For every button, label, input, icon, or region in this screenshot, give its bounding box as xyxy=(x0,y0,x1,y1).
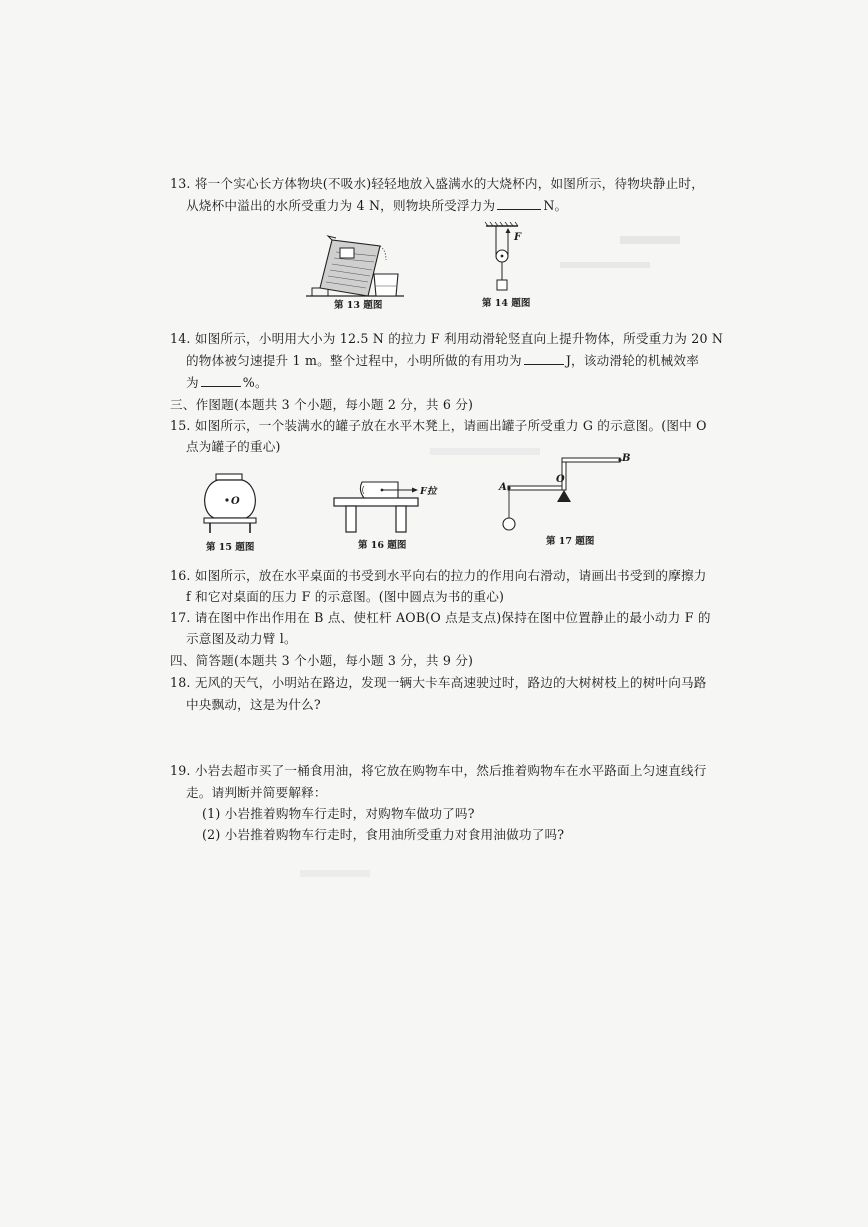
q19-sub-2: (2) 小岩推着购物车行走时，食用油所受重力对食用油做功了吗? xyxy=(202,827,565,842)
bleed-through-mark xyxy=(300,870,370,877)
q13-text: 从烧杯中溢出的水所受重力为 4 N，则物块所受浮力为 xyxy=(186,198,496,213)
q14-text-c: 为 xyxy=(186,375,199,390)
figure-15-caption: 第 15 题图 xyxy=(206,542,255,553)
q13-line-2 xyxy=(186,197,567,214)
figure-13-overflow-beaker xyxy=(306,232,406,298)
q14-line-1: 14. 如图所示，小明用大小为 12.5 N 的拉力 F 利用动滑轮竖直向上提升物体，所受重力为 20 N xyxy=(170,331,724,346)
q14-line-3 xyxy=(186,374,268,391)
q13-line-1: 13. 将一个实心长方体物块(不吸水)轻轻地放入盛满水的大烧杯内，如图所示，待物块静止时， xyxy=(170,176,705,191)
figure-16-caption: 第 16 题图 xyxy=(358,540,407,551)
q14-text-b: J，该动滑轮的机械效率 xyxy=(565,353,699,368)
bleed-through-mark xyxy=(560,262,650,268)
q19-line-2: 走。请判断并简要解释： xyxy=(186,785,327,800)
q18-line-1: 18. 无风的天气，小明站在路边，发现一辆大卡车高速驶过时，路边的大树树枝上的树叶向马路 xyxy=(170,675,707,690)
bleed-through-mark xyxy=(620,236,680,244)
figure-17-label-o: O xyxy=(556,474,565,485)
figure-17-label-b: B xyxy=(622,453,631,464)
figure-14-force-label: F xyxy=(514,232,522,243)
q14-text-a: 的物体被匀速提升 1 m。整个过程中，小明所做的有用功为 xyxy=(186,353,522,368)
q16-line-1: 16. 如图所示，放在水平桌面的书受到水平向右的拉力的作用向右滑动，请画出书受到的摩擦力 xyxy=(170,568,707,583)
q15-line-1: 15. 如图所示，一个装满水的罐子放在水平木凳上，请画出罐子所受重力 G 的示意图。(图中 O xyxy=(170,418,707,433)
figure-17-caption: 第 17 题图 xyxy=(546,536,595,547)
figure-15-point-label: O xyxy=(231,496,240,507)
q19-line-1: 19. 小岩去超市买了一桶食用油，将它放在购物车中，然后推着购物车在水平路面上匀速直线行 xyxy=(170,763,707,778)
q17-line-2: 示意图及动力臂 l。 xyxy=(186,631,297,646)
q15-line-2: 点为罐子的重心) xyxy=(186,439,281,454)
section-3-heading: 三、作图题(本题共 3 个小题，每小题 2 分，共 6 分) xyxy=(170,397,474,412)
q13-answer-blank[interactable] xyxy=(497,197,541,210)
figure-17-label-a: A xyxy=(499,482,507,493)
q13-unit: N。 xyxy=(543,198,568,213)
section-4-heading: 四、简答题(本题共 3 个小题，每小题 3 分，共 9 分) xyxy=(170,653,474,668)
q14-text-d: %。 xyxy=(242,375,268,390)
q17-line-1: 17. 请在图中作出作用在 B 点、使杠杆 AOB(O 点是支点)保持在图中位置静止的最小动力 F 的 xyxy=(170,610,711,625)
q14-useful-work-blank[interactable] xyxy=(524,352,564,365)
figure-14-caption: 第 14 题图 xyxy=(482,298,531,309)
q14-line-2 xyxy=(186,352,699,369)
q19-sub-1: (1) 小岩推着购物车行走时，对购物车做功了吗? xyxy=(202,806,475,821)
q18-line-2: 中央飘动，这是为什么? xyxy=(186,697,321,712)
q14-efficiency-blank[interactable] xyxy=(201,374,241,387)
figure-16-force-label: F拉 xyxy=(420,486,437,497)
figure-13-caption: 第 13 题图 xyxy=(334,300,383,311)
figure-15-jar-on-stool xyxy=(198,472,262,534)
q16-line-2: f 和它对桌面的压力 F 的示意图。(图中圆点为书的重心) xyxy=(186,589,505,604)
figure-17-bent-lever xyxy=(498,454,624,534)
